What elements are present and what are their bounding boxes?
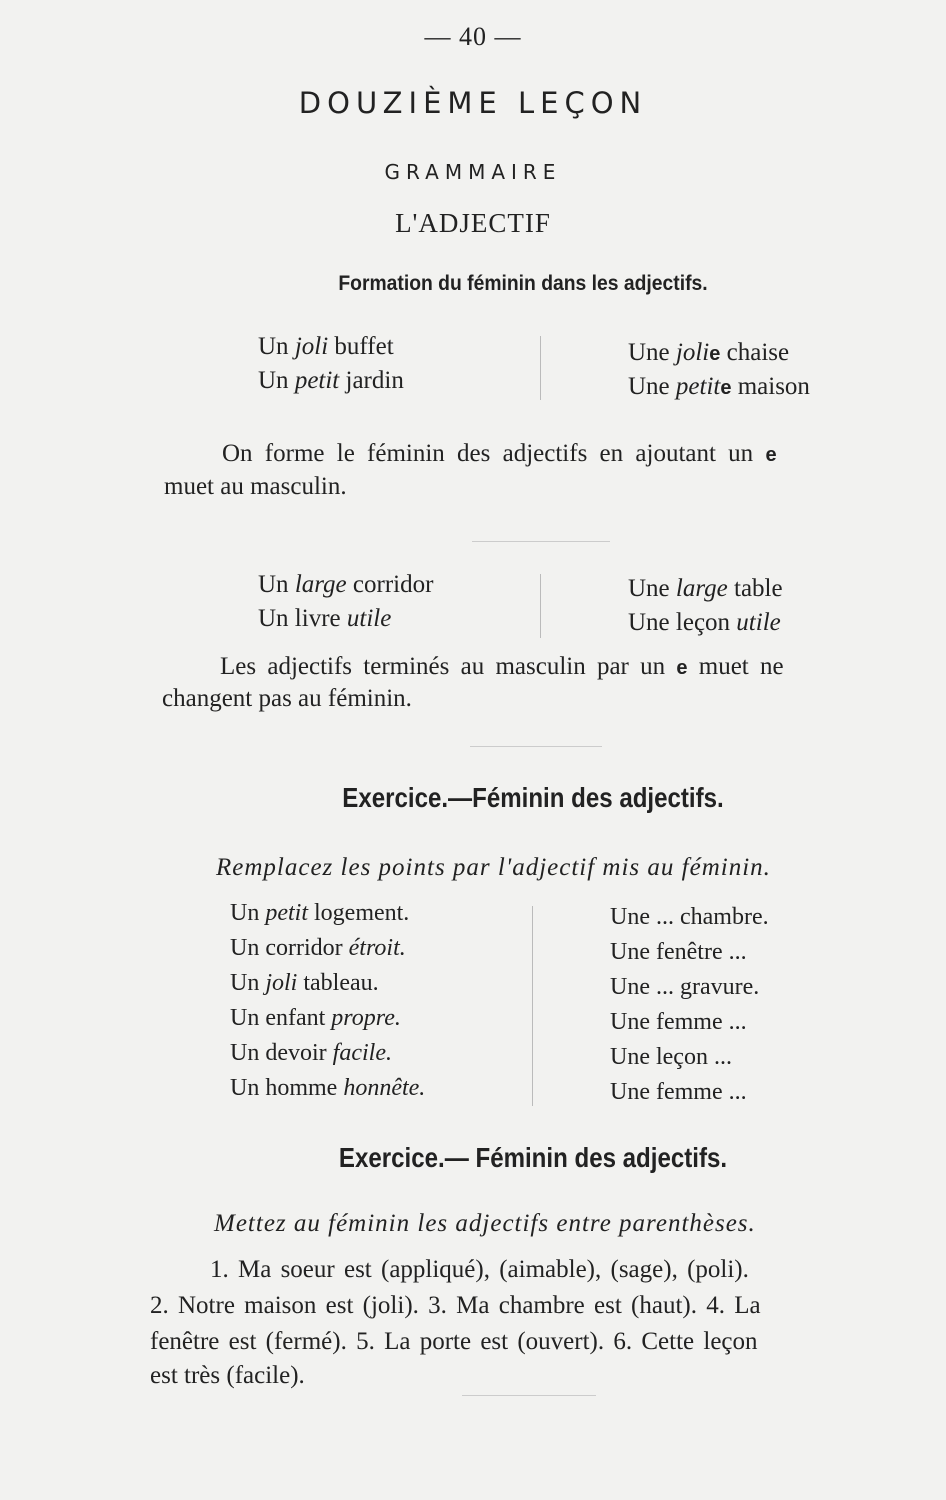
page-number: — 40 — xyxy=(424,22,522,51)
exercise1-left-item: Un homme honnête. xyxy=(230,1075,426,1101)
exercise2-line: 1. Ma soeur est (appliqué), (aimable), (sage), (poli). xyxy=(210,1256,749,1283)
exercise1-right-item: Une femme ... xyxy=(610,1079,747,1105)
exercise2-line: est très (facile). xyxy=(150,1362,305,1389)
exercise1-right-item: Une fenêtre ... xyxy=(610,939,747,965)
exercise1-left-item: Un corridor étroit. xyxy=(230,935,406,961)
exercise1-left-item: Un enfant propre. xyxy=(230,1005,401,1031)
rule1-line1: On forme le féminin des adjectifs en ajoutant un e xyxy=(222,440,777,467)
lesson-title: DOUZIÈME LEÇON xyxy=(298,86,648,120)
exercise1-left-column xyxy=(230,896,425,1106)
exercise2-instruction: Mettez au féminin les adjectifs entre parenthèses. xyxy=(214,1210,756,1237)
pair2-left-1: Un large corridor xyxy=(258,571,434,598)
rule2-line1: Les adjectifs terminés au masculin par un e muet ne xyxy=(220,653,784,680)
exercise1-left-item: Un devoir facile. xyxy=(230,1040,392,1066)
separator xyxy=(462,1395,596,1396)
exercise1-left-item: Un petit logement. xyxy=(230,900,410,926)
section-title: GRAMMAIRE xyxy=(384,160,562,184)
exercise1-heading: Exercice.—Féminin des adjectifs. xyxy=(342,782,724,813)
exercise1-instruction: Remplacez les points par l'adjectif mis au féminin. xyxy=(216,854,771,881)
rule1-line2: muet au masculin. xyxy=(164,473,347,500)
exercise1-right-item: Une femme ... xyxy=(610,1009,747,1035)
exercise2-line: fenêtre est (fermé). 5. La porte est (ouvert). 6. Cette leçon xyxy=(150,1328,758,1355)
pair2-right-2: Une leçon utile xyxy=(628,609,781,636)
topic-title: L'ADJECTIF xyxy=(395,208,551,238)
exercise1-left-item: Un joli tableau. xyxy=(230,970,379,996)
pair1-right-2: Une petite maison xyxy=(628,373,810,400)
column-divider xyxy=(540,336,541,400)
separator xyxy=(470,746,602,747)
formation-heading: Formation du féminin dans les adjectifs. xyxy=(338,272,708,295)
column-divider xyxy=(540,574,541,638)
pair1-left-1: Un joli buffet xyxy=(258,333,394,360)
exercise2-line: 2. Notre maison est (joli). 3. Ma chambre est (haut). 4. La xyxy=(150,1292,761,1319)
pair2-left-2: Un livre utile xyxy=(258,605,392,632)
pair1-right-1: Une jolie chaise xyxy=(628,339,790,366)
rule2-line2: changent pas au féminin. xyxy=(162,685,412,712)
column-divider xyxy=(532,906,533,1106)
exercise1-right-item: Une ... gravure. xyxy=(610,974,760,1000)
pair1-left-2: Un petit jardin xyxy=(258,367,404,394)
exercise1-right-column xyxy=(610,900,769,1110)
pair2-right-1: Une large table xyxy=(628,575,783,602)
exercise1-right-item: Une ... chambre. xyxy=(610,904,769,930)
exercise2-heading: Exercice.— Féminin des adjectifs. xyxy=(338,1142,728,1173)
exercise1-right-item: Une leçon ... xyxy=(610,1044,732,1070)
separator xyxy=(472,541,610,542)
